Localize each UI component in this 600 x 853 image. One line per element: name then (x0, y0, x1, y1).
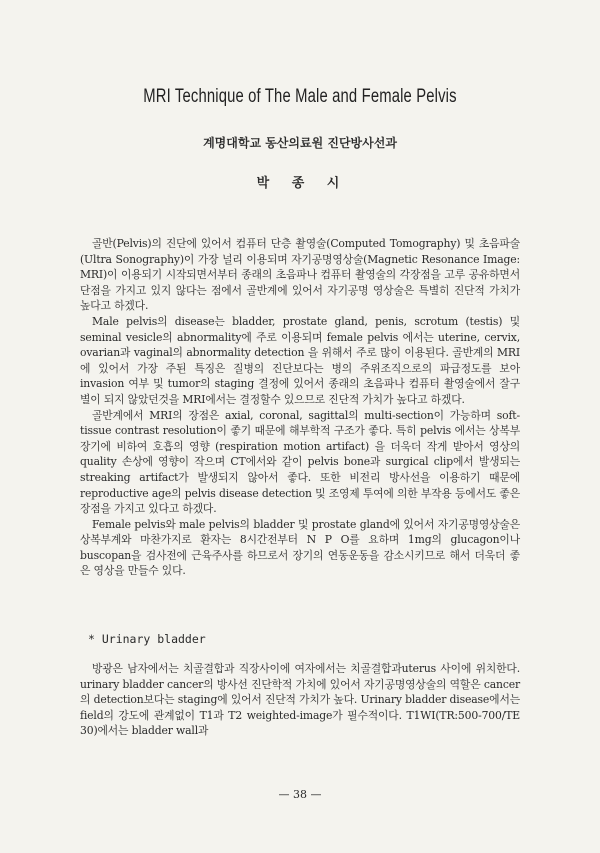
page-number: — 38 — (278, 788, 322, 801)
document-title: MRI Technique of The Male and Female Pelvis (143, 86, 457, 107)
section-body-text (80, 661, 520, 739)
body-text (80, 236, 520, 579)
paragraph: Male pelvis의 disease는 bladder, prostate gland, penis, scrotum (testis) 및 seminal vesicle의 abnormality에 주로 이용되며 female pelvis 에서는 uterine, cervix, ovarian과 vaginal의 abnormality detection 을 위해서 주로 많이 이용된다. 골반계의 MRI에 있어서 가장 주된 특징은 질병의 진단보다는 병의 주위조직으로의 파급정도를 보아 invasion 여부 및 tumor의 staging 결정에 있어서 종래의 초음파나 컴퓨터 촬영술에서 잘구별이 되지 않았던것을 MRI에서는 결정할수 있으므로 진단적 가치가 높다고 하겠다. (80, 314, 520, 406)
author-affiliation: 계명대학교 동산의료원 진단방사선과 (203, 136, 397, 150)
author-name: 박 종 시 (256, 176, 344, 191)
paragraph: Female pelvis와 male pelvis의 bladder 및 prostate gland에 있어서 자기공명영상술은 상복부계와 마찬가지로 환자는 8시간전부터 N P O를 요하며 1mg의 glucagon이나 buscopan을 검사전에 근육주사를 하므로서 장기의 연동운동을 감소시키므로 해서 더욱더 좋은 영상을 만들수 있다. (80, 517, 520, 578)
paragraph: 골반계에서 MRI의 장점은 axial, coronal, sagittal의 multi-section이 가능하며 soft-tissue contrast resolution이 좋기 때문에 해부학적 구조가 좋다. 특히 pelvis 에서는 상복부 장기에 비하여 호흡의 영향 (respiration motion artifact) 을 더욱더 작게 받아서 영상의 quality 손상에 영향이 작으며 CT에서와 같이 pelvis bone과 surgical clip에서 발생되는 streaking artifact가 발생되지 않아서 좋다. 또한 비전리 방사선을 이용하기 때문에 reproductive age의 pelvis disease detection 및 조영제 투여에 의한 부작용 등에서도 좋은 장점을 가지고 있다고 하겠다. (80, 408, 520, 516)
paragraph: 골반(Pelvis)의 진단에 있어서 컴퓨터 단층 촬영술(Computed Tomography) 및 초음파술(Ultra Sonography)이 가장 널리 이용되며 자기공명영상술(Magnetic Resonance Image: MRI)이 이용되기 시작되면서부터 종래의 초음파나 컴퓨터 촬영술의 각장점을 고루 공유하면서 단점을 가지고 있지 않다는 점에서 골반계에 있어서 자기공명 영상술은 특별히 진단적 가치가 높다고 하겠다. (80, 237, 520, 313)
paragraph: 방광은 남자에서는 치골결합과 직장사이에 여자에서는 치골결합과uterus 사이에 위치한다. urinary bladder cancer의 방사선 진단학적 가치에 있어서 자기공명영상술의 역할은 cancer의 detection보다는 staging에 있어서 진단적 가치가 높다. Urinary bladder disease에서는 field의 강도에 관계없이 T1과 T2 weighted-image가 필수적이다. T1WI(TR:500-700/TE 30)에서는 bladder wall과 (80, 662, 520, 738)
section-heading: * Urinary bladder (88, 632, 206, 646)
